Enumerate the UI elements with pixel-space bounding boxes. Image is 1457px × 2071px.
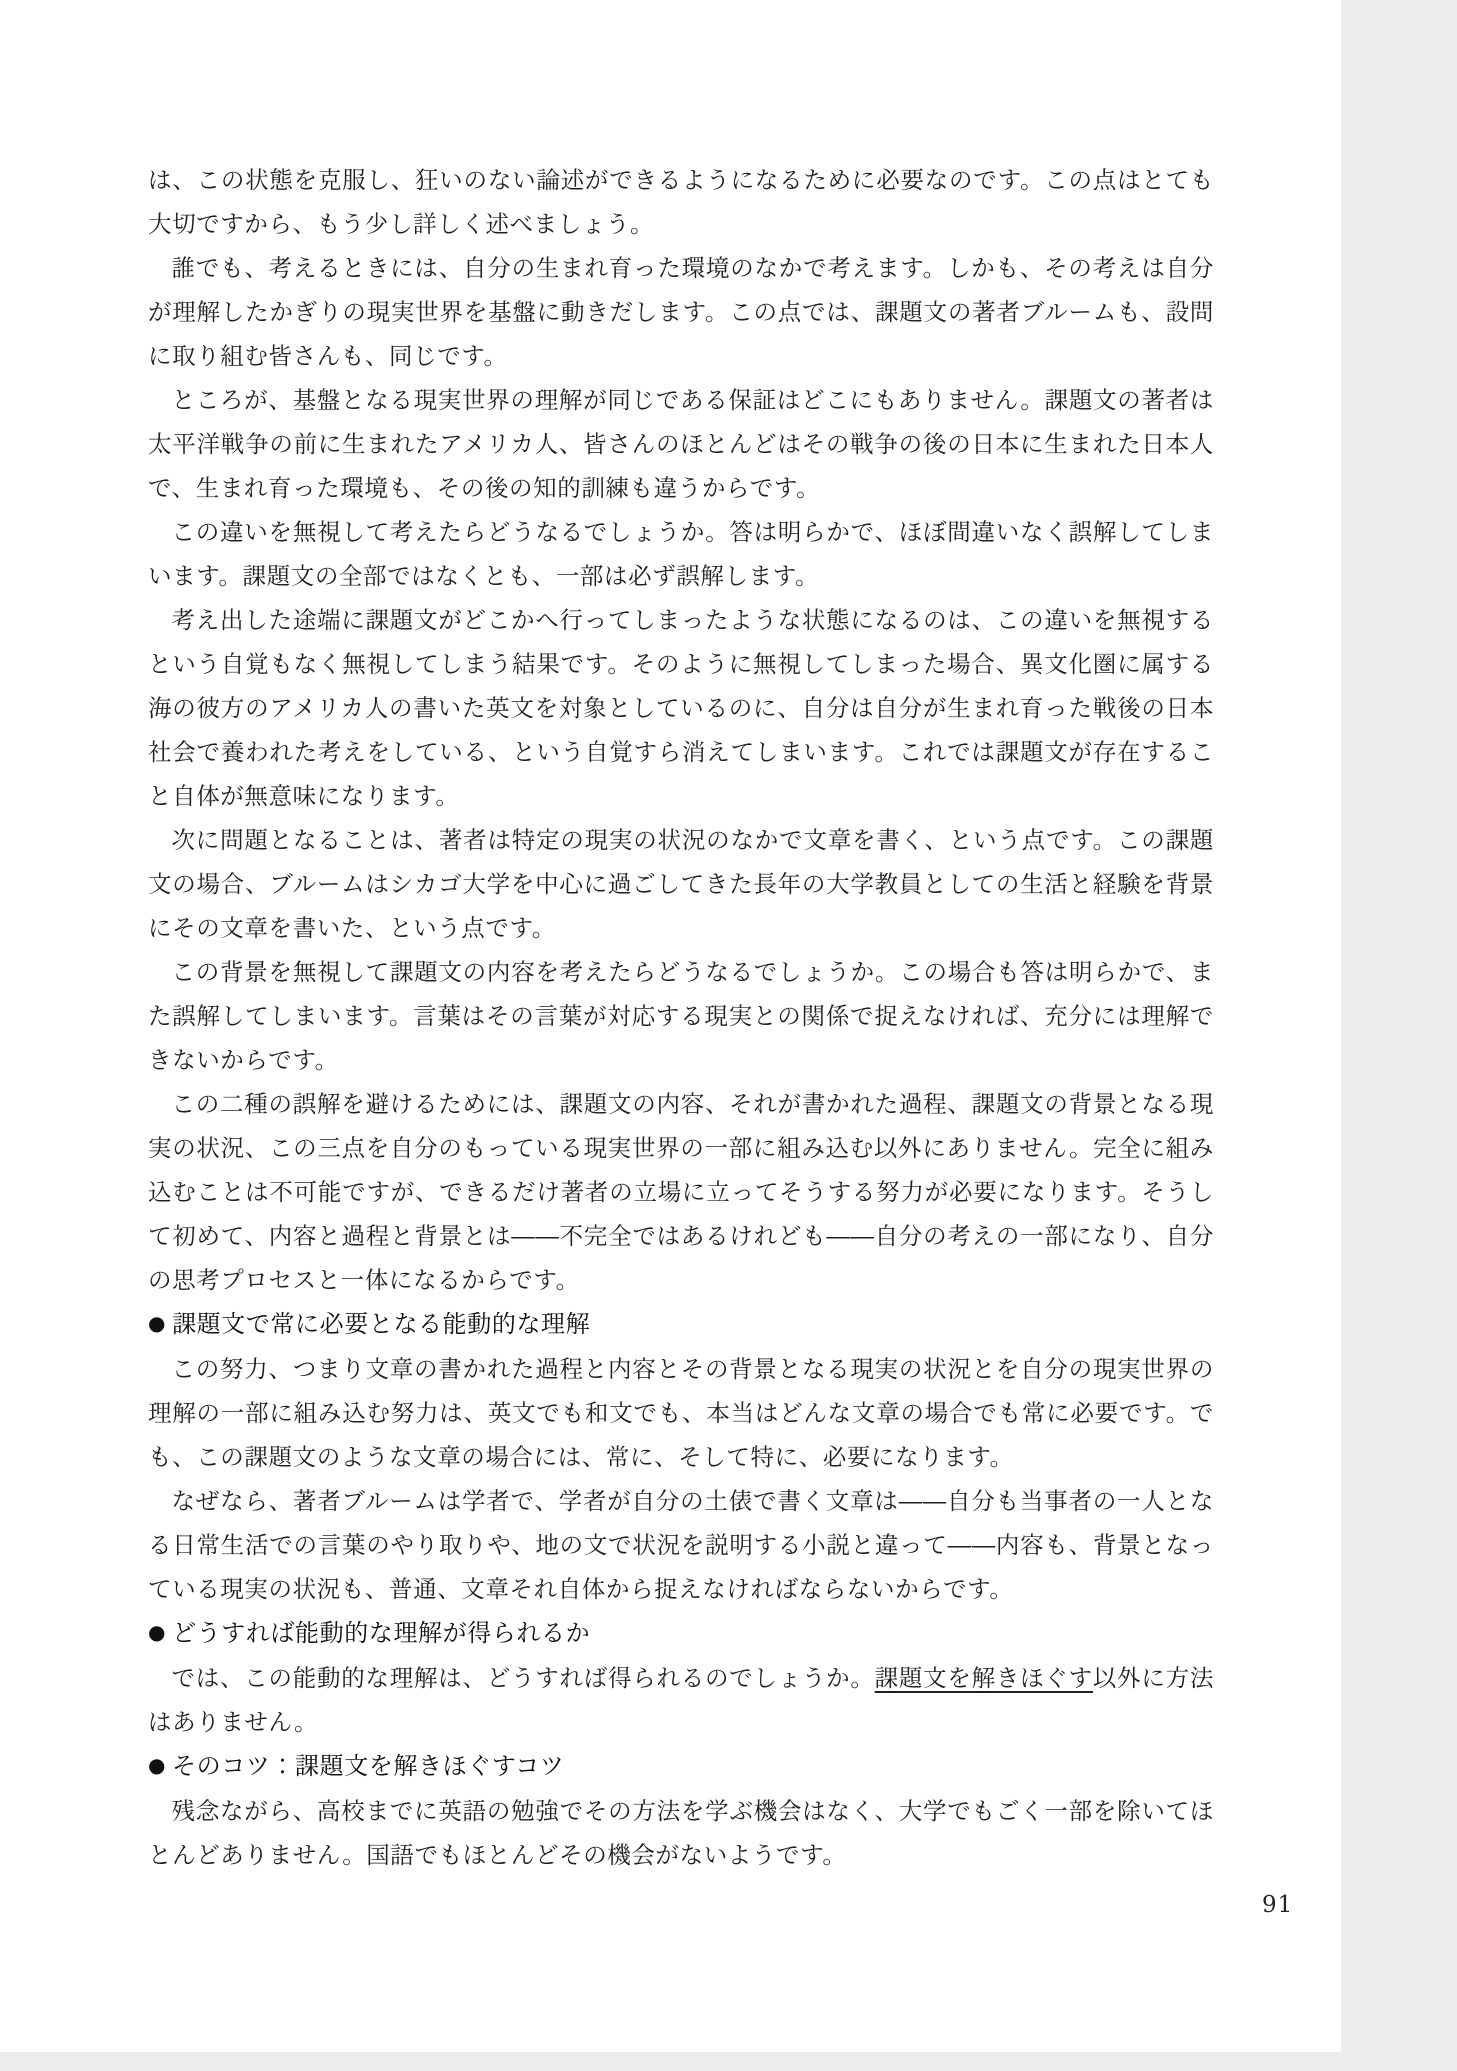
heading-label: そのコツ：課題文を解きほぐすコツ [172,1752,565,1780]
bullet-icon: ● [148,1311,167,1335]
paragraph: 次に問題となることは、著者は特定の現実の状況のなかで文章を書く、という点です。この課題文の場合、ブルームはシカゴ大学を中心に過ごしてきた長年の大学教員としての生活と経験を背景にその文章を書いた、という点です。 [148,826,1214,942]
paragraph: 考え出した途端に課題文がどこかへ行ってしまったような状態になるのは、この違いを無視するという自覚もなく無視してしまう結果です。そのように無視してしまった場合、異文化圏に属する海の彼方のアメリカ人の書いた英文を対象としているのに、自分は自分が生まれ育った戦後の日本社会で養われた考えをしている、という自覚すら消えてしまいます。これでは課題文が存在すること自体が無意味になります。 [148,606,1214,810]
paragraph: この努力、つまり文章の書かれた過程と内容とその背景となる現実の状況とを自分の現実世界の理解の一部に組み込む努力は、英文でも和文でも、本当はどんな文章の場合でも常に必要です。でも、この課題文のような文章の場合には、常に、そして特に、必要になります。 [148,1355,1214,1471]
paragraph: この違いを無視して考えたらどうなるでしょうか。答は明らかで、ほぼ間違いなく誤解してしまいます。課題文の全部ではなくとも、一部は必ず誤解します。 [148,518,1214,590]
paragraph-text-post: 以外に方法はありません。 [148,1664,1214,1736]
section-heading-how-to-get-understanding [148,1611,1214,1656]
section-heading-the-knack [148,1744,1214,1789]
paragraph: 残念ながら、高校までに英語の勉強でその方法を学ぶ機会はなく、大学でもごく一部を除いてほとんどありません。国語でもほとんどその機会がないようです。 [148,1797,1214,1869]
heading-label: どうすれば能動的な理解が得られるか [172,1619,591,1647]
bullet-icon: ● [148,1753,167,1777]
underlined-phrase: 課題文を解きほぐす [874,1664,1093,1692]
page-body-text [148,158,1214,1877]
paragraph: この背景を無視して課題文の内容を考えたらどうなるでしょうか。この場合も答は明らかで、また誤解してしまいます。言葉はその言葉が対応する現実との関係で捉えなければ、充分には理解できないからです。 [148,958,1214,1074]
paragraph-continuation: は、この状態を克服し、狂いのない論述ができるようになるために必要なのです。この点はとても大切ですから、もう少し詳しく述べましょう。 [148,166,1214,238]
paragraph-with-underline [148,1656,1214,1744]
paragraph: この二種の誤解を避けるためには、課題文の内容、それが書かれた過程、課題文の背景となる現実の状況、この三点を自分のもっている現実世界の一部に組み込む以外にありません。完全に組み込むことは不可能ですが、できるだけ著者の立場に立ってそうする努力が必要になります。そうして初めて、内容と過程と背景とは――不完全ではあるけれども――自分の考えの一部になり、自分の思考プロセスと一体になるからです。 [148,1090,1214,1294]
section-heading-active-understanding [148,1302,1214,1347]
paragraph: なぜなら、著者ブルームは学者で、学者が自分の土俵で書く文章は――自分も当事者の一人となる日常生活での言葉のやり取りや、地の文で状況を説明する小説と違って――内容も、背景となっている現実の状況も、普通、文章それ自体から捉えなければならないからです。 [148,1487,1214,1603]
bullet-icon: ● [148,1620,167,1644]
paragraph: ところが、基盤となる現実世界の理解が同じである保証はどこにもありません。課題文の著者は太平洋戦争の前に生まれたアメリカ人、皆さんのほとんどはその戦争の後の日本に生まれた日本人で、生まれ育った環境も、その後の知的訓練も違うからです。 [148,386,1214,502]
heading-label: 課題文で常に必要となる能動的な理解 [172,1310,591,1338]
page-number: 91 [1262,1892,1294,1918]
paragraph-text-pre: では、この能動的な理解は、どうすれば得られるのでしょうか。 [171,1664,875,1692]
paragraph: 誰でも、考えるときには、自分の生まれ育った環境のなかで考えます。しかも、その考えは自分が理解したかぎりの現実世界を基盤に動きだします。この点では、課題文の著者ブルームも、設問に取り組む皆さんも、同じです。 [148,254,1214,370]
